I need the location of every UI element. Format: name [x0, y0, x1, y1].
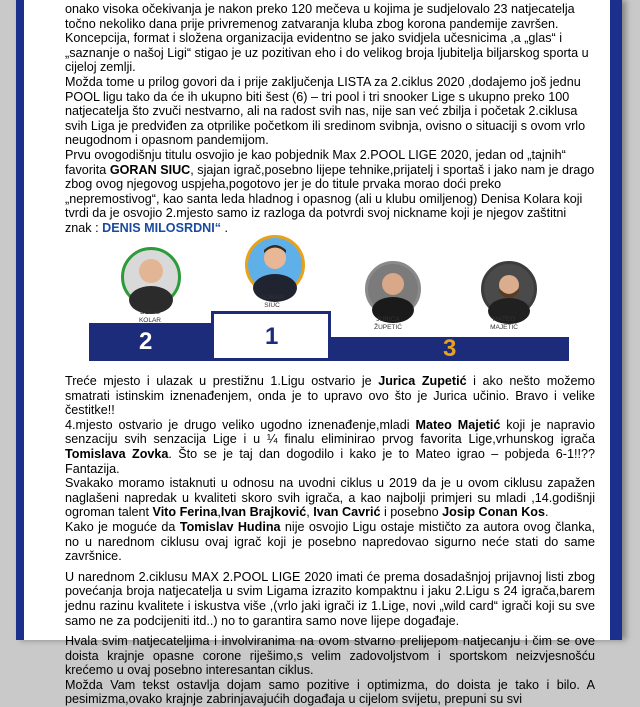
paragraph-5: Treće mjesto i ulazak u prestižnu 1.Ligu ostvario je Jurica Zupetić i ako nešto možemo smatrati istinskim iznenađenjem, onda je to upravo ovo što je Jurica učinio. Bravo i velike čestitke!!	[65, 374, 596, 418]
paragraph-8: Kako je moguće da Tomislav Hudina nije osvojio Ligu ostaje mističto za autora ovog članka, no u narednom ciklusu ovaj igrač koji je posebno napredovao sigurno neće stati do same završnice.	[65, 519, 595, 564]
paragraph-9: U narednom 2.ciklusu MAX 2.POOL LIGE 2020 imati će prema dosadašnjoj prijavnoj listi zbog povećanja broja natjecatelja u svim Ligama izrazito kompaktnu i jaku 2.Ligu s 24 igrača,barem jednu razinu kvalitete i iskustva više ,(vrlo jaki igrači iz 1.Lige, novi „wild card“ igrači koji su sve samo ne za podcijeniti itd..) no to garantira samo nove lijepe događaje.	[65, 569, 595, 628]
label-denis-kolar: DENIS KOLAR	[138, 309, 162, 324]
podium-step-4	[453, 337, 569, 361]
label-goran-siuc: GORAN SIUC	[260, 294, 284, 309]
paragraph-10: Hvala svim natjecateljima i involviranima na ovom stvarno prelijepom natjecanju i čim se ove doista krajnje opasne corone riješimo,s velim zadovoljstvom i sportskom neizvjesnošću krećemo u ovaj posebno interesantan ciklus.	[65, 634, 595, 678]
nickname: DENIS MILOSRDNI“	[102, 220, 222, 235]
avatar-goran-siuc	[245, 235, 305, 295]
paragraph-6: 4.mjesto ostvario je drugo veliko ugodno iznenađenje,mladi Mateo Majetić koji je napravio senzaciju svih senzacija Lige i u ¼ finalu eliminirao prvog favorita Lige,vrhunskog igrača Tomislava Zovka. Što se je taj dan dogodilo i kako je to Mateo igrao – pobjeda 6-1!!?? Fantazija.	[65, 417, 595, 476]
paragraph-7: Svakako moramo istaknuti u odnosu na uvodni ciklus u 2019 da je u ovom ciklusu zapažen naglašeni napredak u kvaliteti skoro svih igrača, a kao najbolji primjeri su mladi ,14.godišnji ogroman talent Vito Ferina,Ivan Brajković, Ivan Cavrić i posebno Josip Conan Kos.	[65, 476, 595, 520]
article-bottom	[65, 374, 595, 707]
paragraph-2: Koncepcija, format i složena organizacija evidentno se jako svidjela učesnicima ,a „glas“ i „saznanje o našoj Ligi“ stigao je uz pozitivan eho i do velikog broja ljubitelja biljarskog sporta u cijeloj zemlji.	[65, 31, 589, 75]
avatar-jurica-zupetic	[365, 261, 421, 317]
label-jurica-zupetic: JURICA ŽUPETIĆ	[374, 316, 402, 331]
paragraph-3: Možda tome u prilog govori da i prije zaključenja LISTA za 2.ciklus 2020 ,dodajemo još jednu POOL ligu tako da će ih ukupno biti šest (6) – tri pool i tri snooker Lige s ukupno preko 100 natjecatelja što zvuči nestvarno, ali na radost svih nas, nije san već zbilja i početak 2.ciklusa svih Liga je predviđen za otprilike početkom ili sredinom svibnja, ovisno o situaciji s ovom vrlo neugodnom i opasnom pandemijom.	[65, 74, 586, 148]
paragraph-4: Prvu ovogodišnju titulu osvojio je kao pobjednik Max 2.POOL LIGE 2020, jedan od „tajnih“ favorita GORAN SIUC, sjajan igrač,posebno lijepe tehnike,prijatelj i sportaš i jako nam je drago zbog ovog njegovog uspjeha,pogotovo jer je do titule prvaka morao doći preko „nepremostivog“, kao santa leda hladnog i opasnog (ali u klubu omiljenog) Denisa Kolara koji tvrdi da je osvojio 2.mjesto samo iz razloga da potvrdi svoj nickname koji je njegov zaštitni znak : DENIS MILOSRDNI“ .	[65, 147, 595, 235]
podium-step-3	[331, 337, 453, 361]
place-number-1: 1	[265, 323, 279, 350]
paragraph-11: Možda Vam tekst ostavlja dojam samo pozitive i optimizma, do doista je tako i bilo. A pesimizma,ovako krajnje zabrinjavajućih događaja u cijelom svijetu, prepuni su svi	[65, 677, 595, 707]
avatar-mateo-majetic	[481, 261, 537, 317]
podium-graphic	[89, 225, 569, 365]
place-number-3: 3	[443, 335, 457, 362]
article-top	[65, 2, 595, 236]
winner-name: GORAN SIUC	[109, 162, 191, 177]
avatar-denis-kolar	[121, 247, 181, 307]
place-number-2: 2	[139, 328, 153, 355]
document-page	[24, 0, 610, 707]
page-border	[16, 0, 622, 707]
paragraph-1: onako visoka očekivanja je nakon preko 120 mečeva u kojima je sudjelovalo 23 natjecatelja točno nekoliko dana prije privremenog zatvaranja kluba zbog korona pandemije završen.	[65, 2, 575, 31]
label-mateo-majetic: MATEO MAJETIĆ	[490, 316, 518, 331]
